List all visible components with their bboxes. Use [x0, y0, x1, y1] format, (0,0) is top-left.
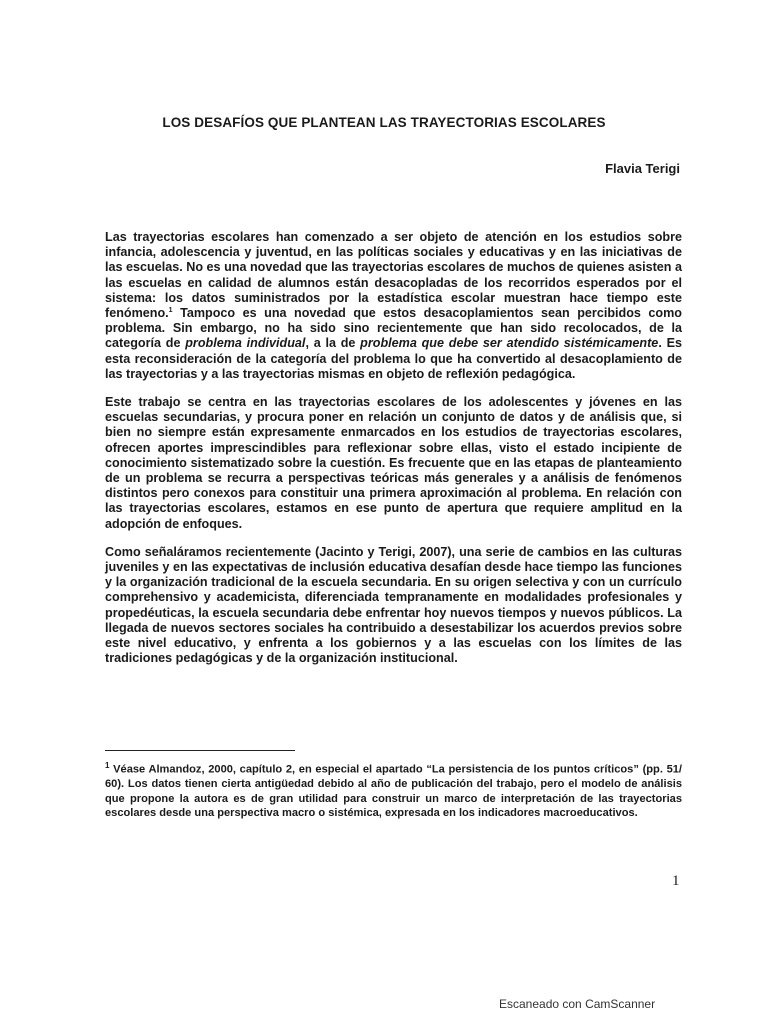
paragraph-1	[105, 230, 682, 382]
paragraph-1-part-3: , a la de	[305, 336, 361, 351]
body-text	[105, 230, 682, 679]
camscanner-watermark: Escaneado con CamScanner	[499, 997, 656, 1011]
paragraph-1-part-2: Tampoco es una novedad que estos desacoplamientos sean percibidos como problema. Sin embargo, no ha sido sino recientemente que han sido recolocados, de la categoría de	[105, 306, 682, 351]
paragraph-3: Como señaláramos recientemente (Jacinto y Terigi, 2007), una serie de cambios en las culturas juveniles y en las expectativas de inclusión educativa desafían desde hace tiempo las funciones y la organización tradicional de la escuela secundaria. En su origen selectiva y con un currículo comprehensivo y academicista, diferenciada tempranamente en modalidades profesionales y propedéuticas, la escuela secundaria debe enfrentar hoy nuevos tiempos y nuevos públicos. La llegada de nuevos sectores sociales ha contribuido a desestabilizar los acuerdos previos sobre este nivel educativo, y enfrenta a los gobiernos y a las escuelas con los límites de las tradiciones pedagógicas y de la organización institucional.	[105, 544, 682, 666]
footnote	[105, 759, 682, 821]
paragraph-1-part-1: Las trayectorias escolares han comenzado a ser objeto de atención en los estudios sobre infancia, adolescencia y juventud, en las políticas sociales y educativas y en las iniciativas de las escuelas. No es una novedad que las trayectorias escolares de muchos de quienes asisten a las escuelas en calidad de alumnos están desacopladas de los recorridos esperados por el sistema: los datos suministrados por la estadística escolar muestran hace tiempo este fenómeno.	[105, 230, 682, 321]
paragraph-2: Este trabajo se centra en las trayectorias escolares de los adolescentes y jóvenes en las escuelas secundarias, y procura poner en relación un conjunto de datos y de análisis que, si bien no siempre están expresamente enmarcados en los estudios de trayectorias escolares, ofrecen aportes imprescindibles para reflexionar sobre ellas, visto el estado incipiente de conocimiento sistematizado sobre la cuestión. Es frecuente que en las etapas de planteamiento de un problema se recurra a perspectivas teóricas más generales y a análisis de fenómenos distintos pero conexos para constituir una primera aproximación al problema. En relación con las trayectorias escolares, estamos en ese punto de apertura que requiere amplitud en la adopción de enfoques.	[105, 395, 682, 531]
italic-problema-individual: problema individual	[185, 336, 306, 351]
footnote-reference[interactable]: 1	[168, 306, 173, 314]
page-number: 1	[672, 873, 680, 889]
paragraph-1-part-4: . Es esta reconsideración de la categoría del problema lo que ha convertido al desacoplamiento de las trayectorias y a las trayectorias mismas en objeto de reflexión pedagógica.	[105, 336, 682, 381]
document-title: LOS DESAFÍOS QUE PLANTEAN LAS TRAYECTORIAS ESCOLARES	[162, 115, 606, 130]
footnote-text: Véase Almandoz, 2000, capítulo 2, en especial el apartado “La persistencia de los puntos críticos” (pp. 51/ 60). Los datos tienen cierta antigüedad debido al año de publicación del trabajo, pero el modelo de análisis que propone la autora es de gran utilidad para construir un marco de interpretación de las trayectorias escolares desde una perspectiva macro o sistémica, expresada en los indicadores macroeducativos.	[105, 763, 682, 820]
footnote-number: 1	[105, 761, 110, 770]
author-name: Flavia Terigi	[605, 161, 680, 176]
footnote-divider	[105, 750, 295, 751]
italic-problema-sistemico: problema que debe ser atendido sistémicamente	[360, 336, 659, 351]
